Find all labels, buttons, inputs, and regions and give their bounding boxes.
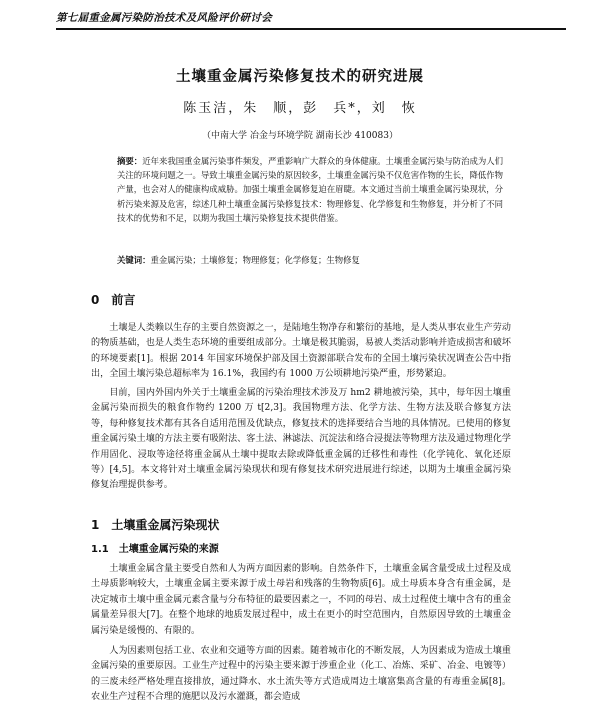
keywords xyxy=(117,253,503,267)
section-heading-intro: 0 前言 xyxy=(91,293,136,307)
keywords-label: 关键词： xyxy=(117,255,151,265)
paragraph-1-1-2: 人为因素则包括工业、农业和交通等方面的因素。随着城市化的不断发展，人为因素成为造成土壤重金属污染的重要原因。工业生产过程中的污染主要来源于涉重企业（化工、冶炼、采矿、冶金、电镀等）的三废未经严格处理直接排放，通过降水、水土流失等方式造成周边土壤富集高含量的有毒重金属[8]。农业生产过程不合理的施肥以及污水灌溉，都会造成 xyxy=(91,646,511,703)
authors: 陈玉洁，朱 顺，彭 兵*，刘 恢 xyxy=(183,101,417,116)
paragraph-1-1-1: 土壤重金属含量主要受自然和人为两方面因素的影响。自然条件下，土壤重金属含量受成土过程及成土母质影响较大，土壤重金属主要来源于成土母岩和残落的生物物质[6]。成土母质本身含有重金属，是决定城市土壤中重金属元素含量与分布特征的最要因素之一，不同的母岩、成土过程使土壤中含有的重金属量差异很大[7]。在整个地球的地质发展过程中，成土在更小的时空范围内，自然原因导致的土壤重金属污染是缓慢的、有限的。 xyxy=(91,564,511,636)
paragraph-intro-2: 目前，国内外国内外关于土壤重金属的污染治理技术涉及万 hm2 耕地被污染，其中，每年因土壤重金属污染而损失的粮食作物约 1200 万 t[2,3]。我国物理方法、化学方法、生物方法及联合修复方法等，每种修复技术都有其各自适用范围及优缺点，修复技术的选择要结合当地的具体情况。已使用的修复重金属污染土壤的方法主要有吸附法、客土法、淋滤法、沉淀法和络合浸提法等物理方法及通过物理化学作用固化、浸取等途径将重金属从土壤中提取去除或降低重金属的迁移性和毒性（化学钝化、氧化还原等）[4,5]。本文将针对土壤重金属污染现状和现有修复技术研究进展进行综述，以期为土壤重金属污染修复治理提供参考。 xyxy=(91,388,511,491)
abstract xyxy=(117,154,503,225)
paragraph-intro-1: 土壤是人类赖以生存的主要自然资源之一，是陆地生物净存和繁衍的基地，是人类从事农业生产劳动的物质基础，也是人类生态环境的重要组成部分。土壤是极其脆弱，易被人类活动影响并造成损害和破坏的环境要素[1]。根据 2014 年国家环境保护部及国土资源部联合发布的全国土壤污染状况调查公告中指出，全国土壤污染总超标率为 16.1%，我国约有 1000 万公顷耕地污染严重，形势紧迫。 xyxy=(91,323,511,380)
abstract-label: 摘要： xyxy=(117,156,143,166)
running-header: 第七届重金属污染防治技术及风险评价研讨会 xyxy=(56,10,566,30)
section-heading-1: 1 土壤重金属污染现状 xyxy=(91,518,220,532)
keywords-text: 重金属污染；土壤修复；物理修复；化学修复；生物修复 xyxy=(150,255,360,265)
subsection-heading-1-1: 1.1 土壤重金属污染的来源 xyxy=(91,544,219,555)
abstract-text: 近年来我国重金属污染事件频发，严重影响广大群众的身体健康。土壤重金属污染与防治成为人们关注的环境问题之一。导致土壤重金属污染的原因较多，土壤重金属污染不仅危害作物的生长，降低作物产量，也会对人的健康构成威胁。加强土壤重金属修复迫在眉睫。本文通过当前土壤重金属污染现状，分析污染来源及危害，综述几种土壤重金属污染修复技术：物理修复、化学修复和生物修复，并分析了不同技术的优势和不足，以期为我国土壤污染修复技术提供借鉴。 xyxy=(117,156,504,223)
paper-title: 土壤重金属污染修复技术的研究进展 xyxy=(176,69,424,85)
affiliation: （中南大学 冶金与环境学院 湖南长沙 410083） xyxy=(202,131,398,141)
